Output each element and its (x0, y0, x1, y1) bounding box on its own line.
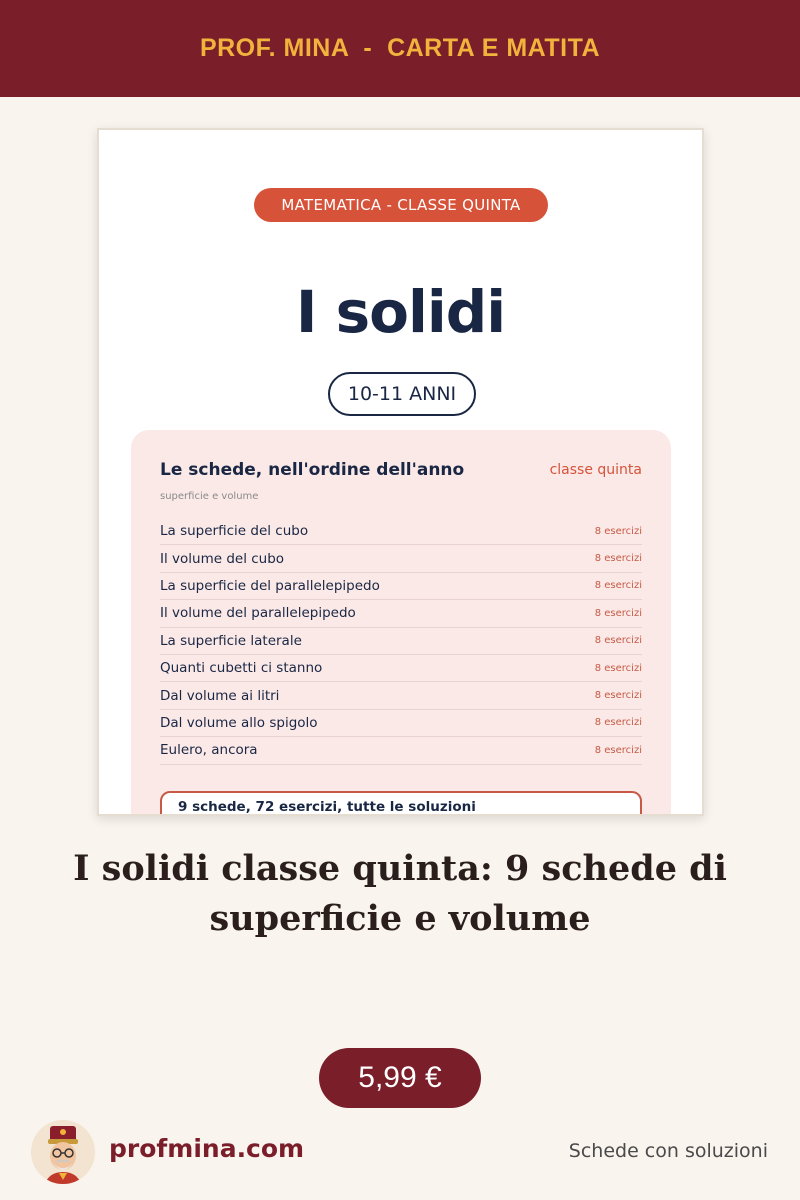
sheet-name: La superficie del parallelepipedo (160, 577, 380, 594)
list-item (160, 737, 642, 764)
sheet-name: Quanti cubetti ci stanno (160, 660, 323, 677)
top-bar (0, 0, 800, 97)
footer-tagline: Schede con soluzioni (568, 1140, 768, 1162)
age-badge: 10-11 ANNI (328, 372, 476, 416)
price-button[interactable]: 5,99 € (319, 1048, 481, 1108)
panel-title: Le schede, nell'ordine dell'anno (160, 460, 465, 480)
sheet-name: Dal volume allo spigolo (160, 714, 318, 731)
sheet-name: Il volume del parallelepipedo (160, 605, 356, 622)
sheet-exercise-count: 8 esercizi (594, 553, 642, 565)
sheet-name: Il volume del cubo (160, 550, 285, 567)
sheet-exercise-count: 8 esercizi (594, 690, 642, 702)
sheet-name: La superficie laterale (160, 632, 302, 649)
professor-avatar-icon (31, 1120, 95, 1184)
sheet-exercise-count: 8 esercizi (594, 525, 642, 537)
site-link[interactable]: profmina.com (109, 1134, 305, 1163)
sheet-exercise-count: 8 esercizi (594, 744, 642, 756)
list-item (160, 628, 642, 655)
sheets-panel (131, 430, 671, 816)
sheet-name: La superficie del cubo (160, 523, 309, 540)
sheet-exercise-count: 8 esercizi (594, 635, 642, 647)
sheet-exercise-count: 8 esercizi (594, 580, 642, 592)
sheet-list (160, 518, 642, 765)
sheet-exercise-count: 8 esercizi (594, 662, 642, 674)
list-item (160, 655, 642, 682)
subject-badge: MATEMATICA - CLASSE QUINTA (254, 188, 548, 222)
panel-subtitle: superficie e volume (160, 491, 259, 502)
panel-class-tag: classe quinta (549, 462, 642, 478)
cover-title: I solidi (295, 278, 506, 346)
sheet-exercise-count: 8 esercizi (594, 717, 642, 729)
sheet-exercise-count: 8 esercizi (594, 607, 642, 619)
sheet-name: Eulero, ancora (160, 742, 258, 759)
product-cover-preview[interactable] (97, 128, 704, 816)
list-item (160, 600, 642, 627)
summary-box: 9 schede, 72 esercizi, tutte le soluzioni (160, 791, 642, 816)
list-item (160, 682, 642, 709)
list-item (160, 545, 642, 572)
product-title[interactable]: I solidi classe quinta: 9 schede di superficie e volume (73, 848, 727, 939)
list-item (160, 518, 642, 545)
list-item (160, 573, 642, 600)
brand-header-text: PROF. MINA - CARTA E MATITA (199, 34, 601, 62)
sheet-name: Dal volume ai litri (160, 687, 280, 704)
list-item (160, 710, 642, 737)
